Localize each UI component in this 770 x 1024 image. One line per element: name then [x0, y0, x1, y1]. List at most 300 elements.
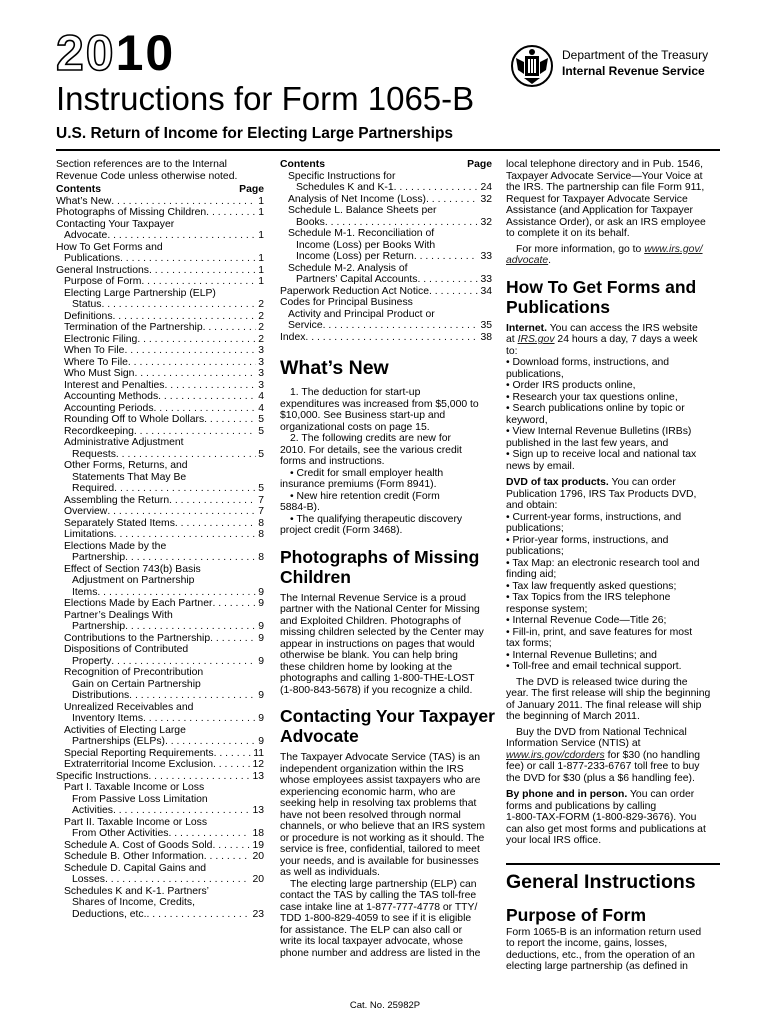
toc-leader-dots [158, 391, 256, 403]
toc-leader-dots [114, 529, 257, 541]
toc-leader-dots [323, 320, 479, 332]
toc-header [280, 159, 492, 171]
page-subtitle: U.S. Return of Income for Electing Large Partnerships [56, 125, 454, 142]
toc-entry [56, 495, 264, 507]
buy-line: the DVD for $30 (plus a $6 handling fee). [506, 772, 695, 784]
toc-leader-dots [165, 380, 257, 392]
toc-leader-dots [107, 506, 256, 518]
toc-entry [56, 851, 264, 863]
text-line: • Toll-free and email technical support. [506, 661, 682, 672]
toc-entry: Income (Loss) per Books With [296, 239, 436, 251]
toc-entry [56, 391, 264, 403]
toc-entry [280, 286, 492, 298]
advocate-continued [506, 159, 720, 240]
toc-entry: Activity and Principal Product or [288, 308, 435, 320]
more-info-text: For more information, go to [516, 243, 642, 255]
toc-entry: Specific Instructions for [288, 170, 396, 182]
page-label: Page [467, 159, 492, 170]
toc-entry [56, 874, 264, 886]
toc-entry [56, 368, 264, 380]
taxpayer-advocate-body [280, 752, 492, 959]
toc-entry-page: 4 [258, 402, 264, 414]
text-line: Publication 1796, IRS Tax Products DVD, [506, 488, 697, 500]
toc-entry [56, 483, 264, 495]
toc-entry-page: 32 [480, 193, 492, 205]
toc-entry-page: 13 [252, 770, 264, 782]
toc-header [56, 184, 264, 196]
internet-rest: 24 hours a day, 7 days a week [557, 334, 698, 345]
toc-entry-page: 8 [258, 552, 264, 563]
toc-leader-dots [414, 251, 479, 263]
text-line: the beginning of March 2011. [506, 711, 640, 722]
toc-entry [56, 196, 264, 208]
toc-leader-dots [204, 851, 251, 863]
toc-entry [56, 771, 264, 783]
text-line: 1-800-TAX-FORM (1-800-829-3676). You [506, 812, 697, 823]
toc-entry-page: 4 [258, 391, 264, 402]
toc-leader-dots [154, 403, 257, 415]
intro-line: Revenue Code unless otherwise noted. [56, 170, 238, 182]
text-line: for assistance. The ELP can also call or [280, 924, 463, 936]
toc-leader-dots [113, 311, 257, 323]
toc-leader-dots [417, 274, 478, 286]
toc-entry [56, 587, 264, 599]
toc-leader-dots [212, 840, 250, 852]
get-forms-heading: How To Get Forms and [506, 276, 697, 297]
year-solid-digits: 10 [115, 25, 176, 81]
text-line: publications, [506, 368, 564, 380]
toc-entry: Contacting Your Taxpayer [56, 218, 175, 230]
missing-children-heading: Photographs of Missing [280, 546, 480, 567]
text-line: response system; [506, 603, 588, 615]
toc-leader-dots [213, 759, 250, 771]
toc-leader-dots [137, 334, 256, 346]
text-line: case intake line at 1-877-777-4778 or TTY/ [280, 901, 478, 913]
toc-entry [56, 322, 264, 334]
toc-entry-title: Photographs of Missing Children [56, 207, 207, 218]
text-line: The Internal Revenue Service is a proud [280, 592, 466, 604]
toc-leader-dots [125, 621, 256, 633]
toc-entry-title: Extraterritorial Income Exclusion [64, 759, 213, 770]
table-of-contents [56, 196, 264, 921]
taxpayer-advocate-heading: Advocate [280, 726, 359, 746]
text-line: and obtain: [506, 500, 558, 511]
text-line: Assistance (and Application for Taxpayer [506, 205, 693, 216]
text-line: or procedure is not working as it should. The [280, 832, 485, 844]
toc-leader-dots [212, 598, 256, 610]
text-line: insurance premiums (Form 8941). [280, 479, 437, 490]
toc-entry-page: 1 [258, 207, 264, 218]
toc-entry [56, 690, 264, 702]
toc-entry-page: 1 [258, 195, 264, 207]
toc-entry: Schedule L. Balance Sheets per [288, 205, 437, 216]
toc-entry [280, 182, 492, 194]
toc-entry: Part II. Taxable Income or Loss [64, 816, 208, 828]
column-1 [56, 159, 264, 920]
text-line: to complete it on its behalf. [506, 228, 630, 239]
toc-entry-page: 1 [258, 264, 264, 276]
year-mark [56, 25, 176, 81]
toc-entry-title: Schedule A. Cost of Goods Sold [64, 839, 213, 851]
text-line: • Internal Revenue Code—Title 26; [506, 615, 667, 626]
toc-entry-page: 9 [258, 713, 264, 724]
toc-entry [56, 334, 264, 346]
toc-entry-title: Income (Loss) per Return [296, 251, 414, 262]
toc-entry-page: 1 [258, 230, 264, 241]
toc-entry-title: Recordkeeping [64, 425, 134, 437]
toc-entry-page: 2 [258, 322, 264, 333]
text-line: partner with the National Center for Missing [280, 604, 480, 615]
page-label: Page [239, 184, 264, 195]
toc-entry-title: Inventory Items [72, 713, 144, 724]
toc-leader-dots [107, 230, 256, 242]
toc-entry-title: Losses [72, 874, 105, 885]
page-title: Instructions for Form 1065-B [56, 80, 475, 117]
toc-entry-page: 2 [258, 310, 264, 322]
toc-leader-dots [111, 196, 256, 208]
toc-entry [280, 194, 492, 206]
toc-entry [56, 265, 264, 277]
toc-leader-dots [124, 345, 256, 357]
advocate-link[interactable]: advocate [506, 255, 549, 266]
toc-entry-page: 9 [258, 586, 264, 598]
toc-entry-title: Partnership [72, 621, 126, 632]
toc-entry: Activities of Electing Large [64, 724, 186, 736]
text-line: • Sign up to receive local and national tax [506, 449, 697, 460]
toc-entry [56, 311, 264, 323]
text-line: • Download forms, instructions, and [506, 357, 670, 368]
toc-entry [56, 230, 264, 242]
intro-line: Section references are to the Internal [56, 159, 227, 170]
toc-entry-title: Rounding Off to Whole Dollars [64, 414, 205, 425]
text-line: Assistance Order), or ask an IRS employee [506, 216, 706, 228]
toc-entry: Gain on Certain Partnership [72, 678, 201, 690]
text-line: • Tax Topics from the IRS telephone [506, 592, 671, 603]
toc-leader-dots [429, 286, 478, 298]
more-info-line [506, 244, 720, 256]
toc-entry [56, 598, 264, 610]
toc-entry [56, 253, 264, 265]
text-line: • Credit for small employer health [290, 467, 444, 479]
text-line: publications; [506, 546, 564, 557]
toc-entry: Adjustment on Partnership [72, 575, 195, 586]
text-line: published in the last few years, and [506, 437, 669, 449]
toc-entry-title: Limitations [64, 529, 114, 540]
toc-entry-page: 9 [258, 621, 264, 632]
cdorders-link[interactable]: www.irs.gov/cdorders [506, 749, 605, 761]
text-line: forms and publications by calling [506, 800, 657, 812]
toc-entry: Part I. Taxable Income or Loss [64, 782, 205, 793]
toc-entry-page: 24 [480, 182, 492, 193]
toc-entry-title: Status [72, 299, 102, 310]
year-outline-digits: 20 [56, 25, 116, 81]
toc-entry-page: 18 [252, 828, 264, 839]
toc-entry: Effect of Section 743(b) Basis [64, 563, 201, 575]
toc-entry-title: Who Must Sign [64, 368, 135, 379]
toc-entry: Dispositions of Contributed [64, 644, 189, 655]
text-line: photographs and calling 1-800-THE-LOST [280, 673, 475, 684]
text-line: • Tax law frequently asked questions; [506, 580, 677, 592]
phone-text: You can order [629, 789, 695, 800]
phone-label: By phone and in person. [506, 789, 628, 800]
text-line: • View Internal Revenue Bulletins (IRBs) [506, 426, 692, 437]
toc-entry-title: Activities [72, 805, 113, 816]
toc-entry [56, 414, 264, 426]
irs-gov-link[interactable]: IRS.gov [517, 334, 555, 345]
toc-entry-page: 5 [258, 425, 264, 437]
toc-entry [56, 828, 264, 840]
toc-entry: Partner’s Dealings With [64, 609, 173, 621]
text-line: electing large partnership (as defined in [506, 961, 688, 972]
toc-leader-dots [125, 552, 256, 564]
toc-leader-dots [101, 299, 256, 311]
whats-new-heading: What’s New [280, 357, 389, 379]
text-line: Form 1065-B is an information return used [506, 926, 702, 938]
general-instructions-heading: General Instructions [506, 863, 720, 893]
dvd-line [506, 477, 720, 489]
toc-entry: Codes for Principal Business [280, 297, 413, 308]
toc-entry [280, 332, 492, 344]
toc-entry-page: 9 [258, 632, 264, 644]
toc-entry-title: Partners’ Capital Accounts [296, 274, 418, 285]
text-line: • Internal Revenue Bulletins; and [506, 649, 657, 661]
toc-entry-page: 12 [252, 759, 264, 770]
toc-entry [56, 506, 264, 518]
text-line: your needs, and is available for businesses [280, 855, 479, 867]
toc-entry-page: 35 [480, 320, 492, 331]
toc-entry-page: 23 [252, 908, 264, 920]
toc-entry-title: Index [280, 331, 306, 343]
toc-entry [56, 426, 264, 438]
text-line: (1-800-843-5678) if you recognize a child. [280, 684, 473, 696]
toc-leader-dots [111, 656, 256, 668]
advocate-link[interactable]: www.irs.gov/ [644, 243, 703, 255]
internet-at: at [506, 334, 515, 345]
toc-entry-page: 13 [252, 805, 264, 816]
toc-entry-page: 1 [258, 253, 264, 264]
toc-entry [280, 320, 492, 332]
toc-entry-page: 7 [258, 494, 264, 506]
column-3 [506, 159, 720, 973]
text-line: local telephone directory and in Pub. 1546, [506, 159, 703, 170]
toc-entry-title: Analysis of Net Income (Loss) [288, 193, 427, 205]
toc-entry-title: Publications [64, 253, 121, 264]
toc-entry [56, 736, 264, 748]
text-line: • Tax Map: an electronic research tool and [506, 557, 700, 569]
taxpayer-advocate-heading: Contacting Your Taxpayer [280, 706, 495, 726]
toc-entry [56, 748, 264, 760]
toc-entry-page: 9 [258, 736, 264, 747]
buy-line: Buy the DVD from National Technical [516, 726, 687, 738]
toc-leader-dots [325, 217, 479, 229]
text-line: organizational costs on page 15. [280, 421, 430, 433]
toc-entry [56, 840, 264, 852]
toc-entry-title: Property [72, 655, 112, 667]
toc-entry: Statements That May Be [72, 471, 187, 483]
toc-entry-title: Required [72, 483, 115, 494]
toc-leader-dots [204, 414, 256, 426]
toc-leader-dots [134, 368, 256, 380]
text-line: finding aid; [506, 569, 557, 580]
agency-name: Internal Revenue Service [562, 64, 705, 78]
toc-entry-title: Schedules K and K-1 [296, 182, 394, 193]
text-line: seeking help in resolving tax problems that [280, 798, 477, 809]
toc-entry-title: Advocate [64, 230, 108, 241]
phone-line [506, 789, 720, 801]
internet-line [506, 334, 720, 346]
phone-body [506, 801, 720, 847]
text-line: The Taxpayer Advocate Service (TAS) is an [280, 752, 481, 763]
toc-leader-dots [113, 805, 250, 817]
toc-entry-title: Separately Stated Items [64, 517, 175, 529]
text-line: write its local taxpayer advocate, whose [280, 936, 464, 947]
toc-entry: Elections Made by the [64, 540, 167, 552]
toc-entry-title: Special Reporting Requirements [64, 747, 214, 759]
text-line: otherwise be blank. You can help bring [280, 650, 458, 661]
toc-entry [56, 805, 264, 817]
toc-entry-page: 1 [258, 276, 264, 287]
toc-entry-title: When To File [64, 345, 125, 356]
toc-entry-title: Requests [72, 448, 116, 460]
get-forms-heading: Publications [506, 296, 611, 317]
text-line: The DVD is released twice during the [516, 676, 688, 688]
toc-entry-page: 9 [258, 598, 264, 609]
toc-entry-page: 5 [258, 483, 264, 494]
toc-entry-page: 32 [480, 216, 492, 228]
toc-entry-page: 20 [252, 851, 264, 862]
toc-entry-title: Electronic Filing [64, 333, 138, 345]
toc-entry-title: Partnerships (ELPs) [72, 736, 165, 747]
toc-leader-dots [141, 276, 256, 288]
text-line: forms and instructions. [280, 456, 385, 467]
text-line: of January 2011. The final release will ship [506, 699, 702, 711]
toc-entry [56, 345, 264, 357]
toc-entry-title: Termination of the Partnership [64, 322, 203, 333]
toc-leader-dots [147, 909, 251, 921]
text-line: and Exploited Children. Photographs of [280, 615, 461, 627]
toc-entry: Shares of Income, Credits, [72, 897, 196, 908]
text-line: news by email. [506, 460, 575, 472]
toc-entry-page: 8 [258, 517, 264, 529]
toc-entry: Other Forms, Returns, and [64, 460, 188, 471]
toc-leader-dots [426, 194, 478, 206]
text-line: channels, or who believe that an IRS system [280, 821, 486, 832]
toc-entry-title: Purpose of Form [64, 276, 142, 287]
toc-entry: Electing Large Partnership (ELP) [64, 287, 216, 299]
toc-leader-dots [203, 322, 257, 334]
toc-leader-dots [206, 207, 256, 219]
toc-entry-title: From Other Activities [72, 828, 169, 839]
header-rule [56, 149, 720, 151]
toc-entry [56, 357, 264, 369]
toc-entry [56, 518, 264, 530]
purpose-of-form-heading: Purpose of Form [506, 904, 647, 925]
toc-entry-page: 34 [480, 285, 492, 297]
toc-entry [56, 299, 264, 311]
catalog-number: Cat. No. 25982P [349, 1000, 421, 1011]
toc-entry-title: Where To File [64, 356, 128, 368]
text-line: phone number and address are listed in the [280, 947, 481, 959]
toc-entry [56, 380, 264, 392]
toc-leader-dots [305, 332, 478, 344]
text-line: appear in instructions on pages that would [280, 638, 475, 650]
buy-line: Information Service (NTIS) at [506, 738, 641, 749]
missing-children-heading: Children [280, 566, 351, 587]
toc-entry [56, 713, 264, 725]
toc-entry-title: General Instructions [56, 264, 149, 276]
toc-entry-title: Service [288, 320, 323, 331]
toc-leader-dots [114, 483, 256, 495]
toc-entry: Schedule M-2. Analysis of [288, 262, 408, 274]
text-line: TDD 1-800-829-4059 to see if it is eligible [280, 913, 472, 924]
toc-leader-dots [175, 518, 256, 530]
text-line: 1. The deduction for start-up [290, 387, 421, 398]
toc-entry [56, 909, 264, 921]
toc-entry [56, 276, 264, 288]
text-line: • Research your tax questions online, [506, 391, 678, 403]
toc-entry-page: 3 [258, 379, 264, 391]
toc-entry-title: Distributions [72, 690, 130, 701]
toc-entry [56, 759, 264, 771]
toc-leader-dots [214, 748, 252, 760]
whats-new-body [280, 387, 492, 537]
text-line: Request for Taxpayer Advocate Service [506, 193, 688, 205]
text-line: 5884-B). [280, 502, 320, 513]
text-line: contact the TAS by calling the TAS toll-free [280, 890, 477, 901]
toc-leader-dots [128, 357, 256, 369]
toc-leader-dots [120, 253, 256, 265]
text-line: project credit (Form 3468). [280, 525, 403, 536]
missing-children-body [280, 593, 492, 697]
toc-entry-page: 20 [252, 874, 264, 885]
period: . [548, 255, 552, 266]
toc-entry-title: Accounting Methods [64, 391, 159, 402]
text-line: • Order IRS products online, [506, 380, 636, 391]
toc-entry [56, 621, 264, 633]
toc-entry-title: Partnership [72, 552, 126, 563]
toc-entry [280, 251, 492, 263]
text-line: to report the income, gains, losses, [506, 938, 668, 949]
toc-leader-dots [149, 265, 256, 277]
toc-entry-page: 7 [258, 506, 264, 517]
table-of-contents [280, 171, 492, 344]
toc-entry-page: 5 [258, 414, 264, 425]
text-line: • Current-year forms, instructions, and [506, 511, 682, 523]
toc-entry-page: 33 [480, 274, 492, 285]
text-line: experiencing economic harm, who are [280, 786, 456, 798]
toc-entry-title: Paperwork Reduction Act Notice [280, 285, 430, 297]
text-line: 2010. For details, see the various credit [280, 444, 462, 456]
dvd-release [506, 677, 720, 723]
toc-entry-page: 11 [253, 747, 264, 759]
toc-entry-title: Definitions [64, 310, 113, 322]
text-line: these children home by looking at the [280, 661, 453, 673]
toc-leader-dots [165, 736, 256, 748]
toc-entry: Schedule M-1. Reconciliation of [288, 228, 435, 239]
internet-line: to: [506, 345, 518, 357]
toc-entry-title: Schedule B. Other Information [64, 851, 204, 862]
text-line: • Fill-in, print, and save features for most [506, 626, 693, 638]
toc-entry-title: Overview [64, 506, 108, 517]
toc-entry: Unrealized Receivables and [64, 701, 194, 713]
toc-leader-dots [169, 495, 256, 507]
toc-entry [280, 274, 492, 286]
toc-entry [280, 217, 492, 229]
toc-entry [56, 403, 264, 415]
internet-line [506, 323, 720, 335]
toc-entry-page: 5 [258, 448, 264, 460]
toc-entry-title: Deductions, etc. [72, 908, 147, 920]
